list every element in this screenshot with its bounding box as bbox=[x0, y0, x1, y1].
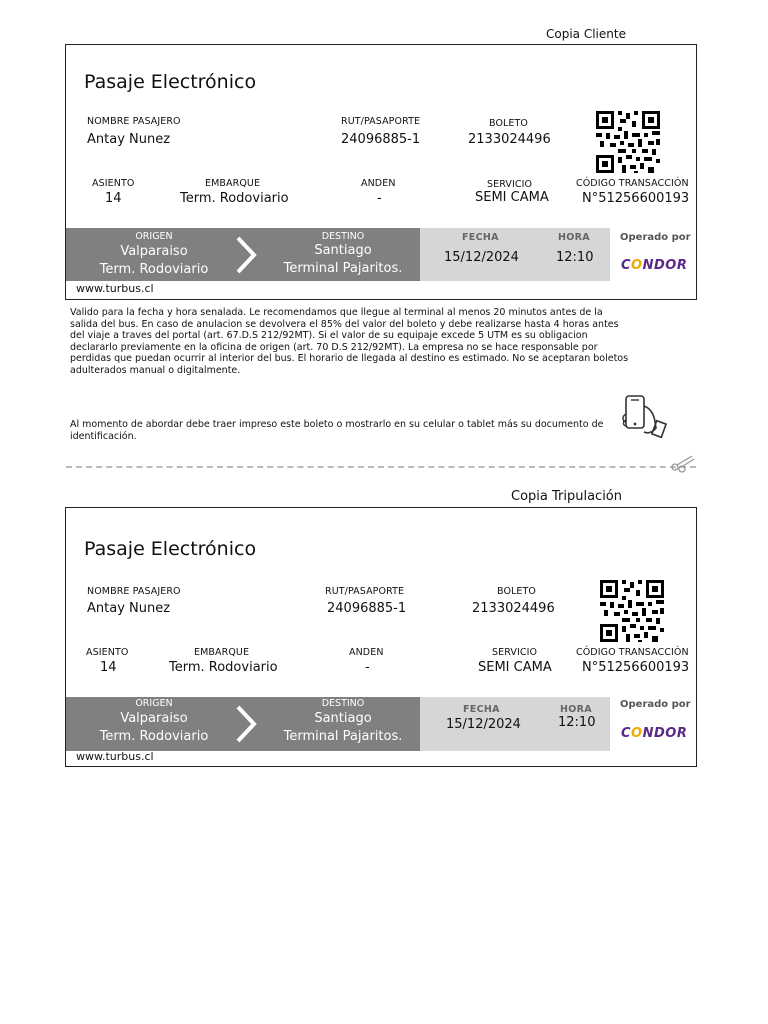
qr-code-icon bbox=[600, 580, 664, 642]
time-value: 12:10 bbox=[556, 250, 594, 265]
rut-label: RUT/PASAPORTE bbox=[341, 116, 421, 127]
datetime-band bbox=[420, 228, 610, 281]
service-value: SEMI CAMA bbox=[475, 190, 549, 205]
transaction-code: N°51256600193 bbox=[582, 660, 690, 675]
ticket-number: 2133024496 bbox=[468, 132, 551, 147]
time-value: 12:10 bbox=[558, 715, 596, 730]
copy-label: Copia Tripulación bbox=[511, 489, 623, 504]
seat-value: 14 bbox=[100, 660, 117, 675]
website-link[interactable]: www.turbus.cl bbox=[76, 282, 154, 295]
ticket-title: Pasaje Electrónico bbox=[84, 538, 257, 560]
qr-code-icon bbox=[596, 111, 660, 173]
date-value: 15/12/2024 bbox=[446, 717, 521, 732]
ticket-client-copy bbox=[65, 44, 697, 300]
operated-by-label: Operado por bbox=[620, 232, 691, 243]
origin-city: Valparaiso bbox=[120, 711, 188, 726]
datetime-band bbox=[420, 697, 610, 751]
passenger-name: Antay Nunez bbox=[87, 132, 171, 147]
chevron-right-icon bbox=[234, 705, 258, 743]
boarding-line: identificación. bbox=[70, 430, 137, 442]
boarding-value: Term. Rodoviario bbox=[169, 660, 278, 675]
date-label: FECHA bbox=[463, 704, 500, 715]
ticket-number: 2133024496 bbox=[472, 601, 555, 616]
time-label: HORA bbox=[560, 704, 592, 715]
platform-label: ANDEN bbox=[361, 178, 396, 189]
boarding-label: EMBARQUE bbox=[205, 178, 261, 189]
conditions-line: perdidas que puedan ocurrir al interior del bus. El horario de llegada al destino es estimado. No se aceptaran boletos bbox=[70, 353, 629, 364]
destination-label: DESTINO bbox=[321, 231, 365, 242]
boarding-instructions bbox=[70, 419, 603, 442]
conditions-line: salida del bus. En caso de anulacion se devolvera el 85% del valor del boleto y debe realizarse hasta 4 horas antes bbox=[70, 318, 619, 330]
origin-label: ORIGEN bbox=[135, 231, 173, 242]
transaction-code-label: CÓDIGO TRANSACCIÓN bbox=[576, 178, 689, 189]
website-link[interactable]: www.turbus.cl bbox=[76, 750, 154, 763]
phone-hand-icon bbox=[620, 394, 670, 440]
seat-label: ASIENTO bbox=[92, 178, 135, 189]
copy-label: Copia Cliente bbox=[546, 27, 626, 41]
passenger-name-label: NOMBRE PASAJERO bbox=[87, 586, 181, 597]
date-label: FECHA bbox=[462, 232, 499, 243]
date-value: 15/12/2024 bbox=[444, 250, 519, 265]
rut-label: RUT/PASAPORTE bbox=[325, 586, 405, 597]
destination-city: Santiago bbox=[314, 243, 372, 258]
destination-terminal: Terminal Pajaritos. bbox=[283, 261, 403, 276]
rut-value: 24096885-1 bbox=[341, 132, 421, 147]
destination-city: Santiago bbox=[314, 711, 372, 726]
ticket-number-label: BOLETO bbox=[489, 118, 529, 129]
origin-city: Valparaiso bbox=[120, 244, 188, 259]
transaction-code: N°51256600193 bbox=[582, 191, 690, 206]
service-value: SEMI CAMA bbox=[478, 660, 552, 675]
service-label: SERVICIO bbox=[487, 179, 533, 190]
conditions-line: adulterados manual o digitalmente. bbox=[70, 364, 241, 376]
route-band bbox=[66, 228, 420, 281]
platform-value: - bbox=[365, 660, 370, 675]
route-band bbox=[66, 697, 420, 751]
origin-terminal: Term. Rodoviario bbox=[99, 262, 209, 277]
origin-terminal: Term. Rodoviario bbox=[99, 729, 209, 744]
passenger-name-label: NOMBRE PASAJERO bbox=[87, 116, 181, 127]
destination-label: DESTINO bbox=[321, 698, 365, 709]
seat-label: ASIENTO bbox=[86, 647, 129, 658]
cut-line bbox=[66, 466, 696, 468]
ticket-crew-copy bbox=[65, 507, 697, 767]
destination-terminal: Terminal Pajaritos. bbox=[283, 729, 403, 744]
rut-value: 24096885-1 bbox=[327, 601, 407, 616]
boarding-value: Term. Rodoviario bbox=[180, 191, 289, 206]
conditions-line: del viaje a traves del portal (art. 67.D.S 212/92MT). Si el valor de su equipaje excede 5 UTM es su obligacion bbox=[70, 330, 588, 341]
transaction-code-label: CÓDIGO TRANSACCIÓN bbox=[576, 647, 689, 658]
condor-logo: CONDOR bbox=[621, 726, 688, 741]
conditions-line: Valido para la fecha y hora senalada. Le recomendamos que llegue al terminal al menos 20 minutos antes de la bbox=[70, 307, 603, 318]
time-label: HORA bbox=[558, 232, 590, 243]
origin-label: ORIGEN bbox=[135, 698, 173, 709]
ticket-title: Pasaje Electrónico bbox=[84, 71, 257, 93]
scissors-icon bbox=[670, 453, 696, 473]
boarding-label: EMBARQUE bbox=[194, 647, 250, 658]
condor-logo: CONDOR bbox=[621, 258, 688, 273]
conditions-line: declararlo previamente en la oficina de origen (art. 70 D.S 212/92MT). La empresa no se hace responsable por bbox=[70, 341, 598, 353]
seat-value: 14 bbox=[105, 191, 122, 206]
boarding-line: Al momento de abordar debe traer impreso este boleto o mostrarlo en su celular o tablet más su documento de bbox=[70, 419, 604, 430]
passenger-name: Antay Nunez bbox=[87, 601, 171, 616]
service-label: SERVICIO bbox=[492, 647, 538, 658]
chevron-right-icon bbox=[234, 236, 258, 274]
operated-by-label: Operado por bbox=[620, 699, 691, 710]
conditions-text bbox=[70, 307, 628, 376]
platform-label: ANDEN bbox=[349, 647, 384, 658]
ticket-number-label: BOLETO bbox=[497, 586, 537, 597]
platform-value: - bbox=[377, 191, 382, 206]
